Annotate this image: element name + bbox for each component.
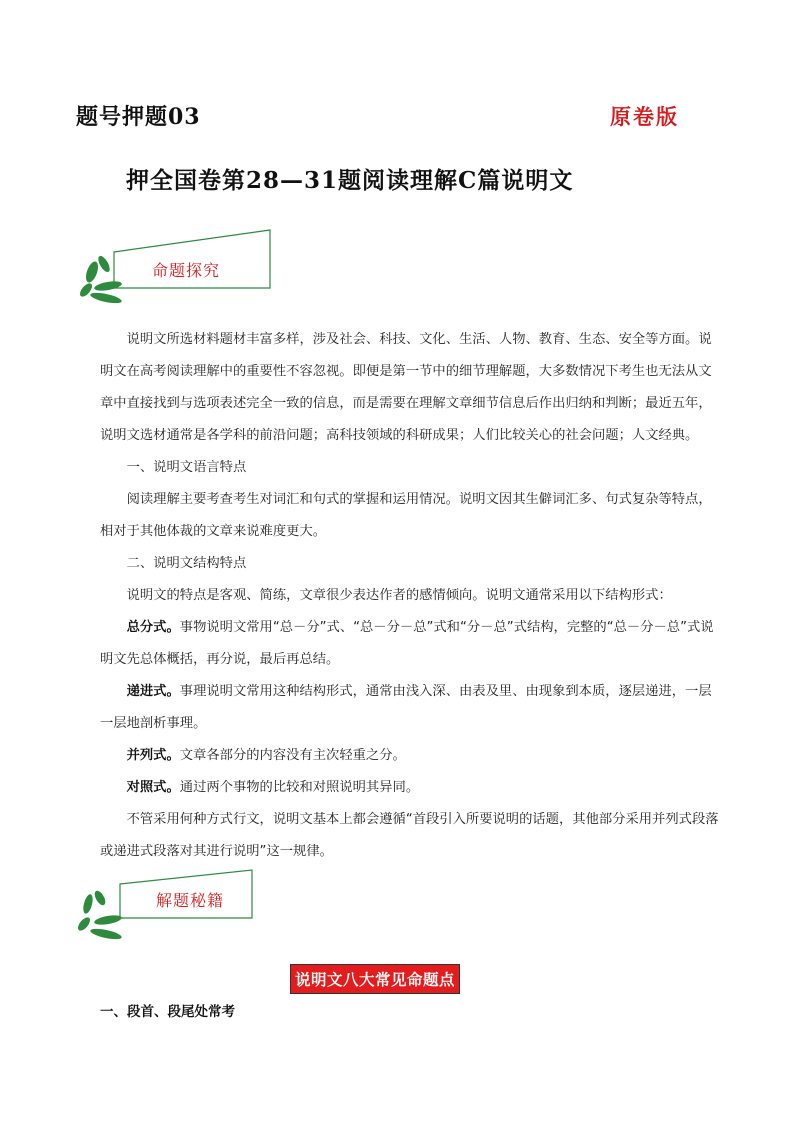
paragraph-text: 说明文所选材料题材丰富多样，涉及社会、科技、文化、生活、人物、教育、生态、安全等方面。说明文在高考阅读理解中的重要性不容忽视。即便是第一节中的细节理解题，大多数情况下考生也无法从文章中直接找到与选项表述完全一致的信息，而是需要在理解文章细节信息后作出归纳和判断；最近五年，说明文选材通常是各学科的前沿问题；高科技领域的科研成果；人们比较关心的社会问题；人文经典。 — [100, 332, 712, 443]
exam-code-title: 题号押题03 — [76, 104, 201, 130]
badge-label: 解题秘籍 — [156, 891, 225, 910]
paragraph-lead: 并列式。 — [126, 748, 180, 763]
paragraph-text: 文章各部分的内容没有主次轻重之分。 — [179, 748, 406, 763]
paragraph — [100, 804, 720, 868]
paragraph — [100, 452, 720, 484]
paragraph-lead: 递进式。 — [126, 684, 180, 699]
paragraph — [100, 580, 720, 612]
paragraph — [100, 772, 720, 804]
paragraph-lead: 对照式。 — [126, 780, 180, 795]
paragraph — [100, 484, 720, 548]
intro-text — [100, 324, 720, 868]
paragraph-text: 二、说明文结构特点 — [126, 556, 247, 571]
section-badge-jieti — [76, 868, 276, 946]
badge-label: 命题探究 — [152, 261, 221, 280]
paragraph — [100, 676, 720, 740]
paragraph — [100, 548, 720, 580]
section-badge-mingti — [76, 228, 276, 306]
paragraph-text: 说明文的特点是客观、简练，文章很少表达作者的感情倾向。说明文通常采用以下结构形式： — [126, 588, 672, 603]
topic-banner: 说明文八大常见命题点 — [290, 964, 460, 994]
paragraph-text: 阅读理解主要考查考生对词汇和句式的掌握和运用情况。说明文因其生僻词汇多、句式复杂等特点，相对于其他体裁的文章来说难度更大。 — [100, 492, 712, 539]
paragraph — [100, 324, 720, 452]
section-heading: 一、段首、段尾处常考 — [100, 1004, 235, 1020]
paragraph — [100, 740, 720, 772]
paragraph-text: 通过两个事物的比较和对照说明其异同。 — [179, 780, 420, 795]
paragraph-text: 一、说明文语言特点 — [126, 460, 247, 475]
paragraph-lead: 总分式。 — [126, 620, 180, 635]
paragraph-text: 事理说明文常用这种结构形式，通常由浅入深、由表及里、由现象到本质，逐层递进，一层一层地剖析事理。 — [100, 684, 712, 731]
paragraph-text: 事物说明文常用“总－分”式、“总－分－总”式和“分－总”式结构，完整的“总－分－总”式说明文先总体概括，再分说，最后再总结。 — [100, 620, 714, 667]
paragraph — [100, 612, 720, 676]
version-label: 原卷版 — [610, 104, 679, 129]
page-subtitle: 押全国卷第28—31题阅读理解C篇说明文 — [126, 167, 574, 194]
paragraph-text: 不管采用何种方式行文，说明文基本上都会遵循“首段引入所要说明的话题，其他部分采用并列式段落或递进式段落对其进行说明”这一规律。 — [100, 812, 719, 859]
